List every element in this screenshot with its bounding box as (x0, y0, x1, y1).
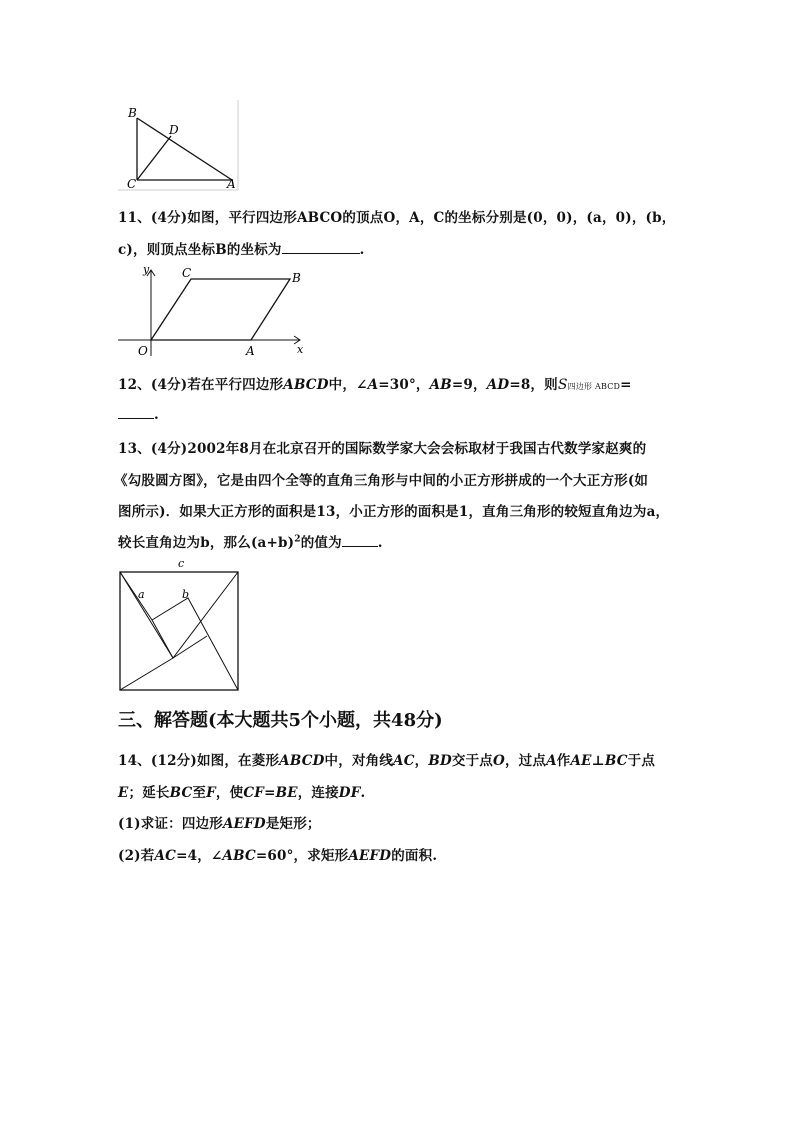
q14-line1 (118, 749, 655, 769)
q11-text: c)，则顶点坐标B的坐标为 (118, 242, 282, 258)
label-c: C (182, 266, 192, 280)
q14-math: BC (604, 753, 628, 769)
q14-part1 (118, 812, 321, 832)
q14-text: =4，∠ (176, 848, 223, 864)
q12-period: . (154, 407, 159, 423)
q14-text: 14、(12分)如图，在菱形 (118, 753, 280, 769)
q11-line1: 11、(4分)如图，平行四边形ABCO的顶点O，A，C的坐标分别是(0，0)，(a，0)，(b， (118, 210, 676, 226)
label-a: A (246, 344, 255, 358)
q14-text: 作 (556, 753, 571, 769)
q14-text: ， (414, 753, 429, 769)
label-c: C (127, 177, 137, 191)
q14-math: O (493, 753, 505, 769)
label-d: D (169, 123, 179, 137)
axis-x-label: x (297, 343, 304, 356)
q13-text: 较长直角边为b，那么(a+b) (118, 535, 295, 551)
q11-line2 (118, 238, 365, 258)
q12-line1 (118, 373, 632, 393)
q14-text: 交于点 (451, 753, 494, 769)
label-b: B (292, 271, 301, 285)
answer-blank (342, 534, 378, 547)
q14-text: ，使 (215, 785, 244, 801)
q14-text: 至 (192, 785, 207, 801)
q13-line2: 《勾股圆方图》，它是由四个全等的直角三角形与中间的小正方形拼成的一个大正方形(如 (114, 473, 649, 489)
q13-line1: 13、(4分)2002年8月在北京召开的国际数学家大会会标取材于我国古代数学家赵爽的 (118, 441, 647, 457)
label-a: A (227, 177, 236, 191)
q12-ab: AB (429, 377, 452, 393)
q14-text: ⊥ (591, 753, 605, 769)
q12-abcd: ABCD (283, 377, 329, 393)
q14-math: BE (275, 785, 298, 801)
q14-text: (2)若 (118, 848, 155, 864)
q14-text: ，过点 (504, 753, 547, 769)
label-a: a (138, 588, 145, 601)
q12-a: A (367, 377, 379, 393)
q12-text: =8，则 (509, 377, 558, 393)
q12-text: 12、(4分)若在平行四边形 (118, 377, 284, 393)
q14-math: BD (428, 753, 452, 769)
q12-text: =9， (451, 377, 487, 393)
label-b: b (182, 588, 190, 601)
q12-text: 中，∠ (328, 377, 368, 393)
q14-math: AE (570, 753, 592, 769)
q14-math: DF (338, 785, 361, 801)
section-heading: 三、解答题(本大题共5个小题，共48分) (118, 710, 443, 731)
q12-line2 (118, 406, 159, 423)
q14-math: BC (169, 785, 193, 801)
q14-math: AC (154, 848, 177, 864)
q14-math: A (546, 753, 557, 769)
q14-math: F (206, 785, 216, 801)
label-b: B (128, 106, 137, 120)
q11-period: . (359, 242, 365, 258)
q14-text: 于点 (627, 753, 656, 769)
axis-y-label: y (143, 263, 150, 276)
q14-text: =60°，求矩形 (255, 848, 349, 864)
q14-math: AC (393, 753, 415, 769)
zhao-shuang-figure (118, 556, 242, 692)
q14-math: CF (243, 785, 265, 801)
q13-line4 (118, 531, 383, 551)
q14-text: 的面积. (391, 848, 438, 864)
triangle-figure (118, 100, 243, 192)
q13-line3: 图所示)．如果大正方形的面积是13，小正方形的面积是1，直角三角形的较短直角边为a， (118, 504, 670, 520)
q14-math: ABC (222, 848, 256, 864)
q12-text: =30°， (378, 377, 430, 393)
q14-line2 (118, 781, 365, 801)
q14-text: 中，对角线 (324, 753, 394, 769)
q12-subscript: 四边形 ABCD (567, 382, 621, 391)
label-o: O (138, 344, 148, 358)
q14-text: ，连接 (297, 785, 339, 801)
q14-math: E (118, 785, 129, 801)
q12-text: = (620, 377, 632, 393)
q14-math: AEFD (348, 848, 392, 864)
q14-text: ；延长 (128, 785, 170, 801)
answer-blank (282, 241, 360, 254)
q13-text: 的值为 (300, 535, 342, 551)
q14-text: 是矩形； (265, 816, 321, 832)
label-c: c (178, 557, 185, 570)
q14-math: AEFD (222, 816, 266, 832)
answer-blank (118, 406, 154, 419)
q12-ad: AD (486, 377, 510, 393)
q12-s: S (557, 377, 568, 393)
q14-text: = (264, 785, 276, 801)
parallelogram-figure (118, 262, 308, 358)
q14-text: (1)求证：四边形 (118, 816, 223, 832)
q13-sup: 2 (294, 534, 301, 545)
q14-part2 (118, 844, 437, 864)
q13-period: . (377, 535, 383, 551)
q14-math: ABCD (279, 753, 325, 769)
q14-text: . (360, 785, 366, 801)
